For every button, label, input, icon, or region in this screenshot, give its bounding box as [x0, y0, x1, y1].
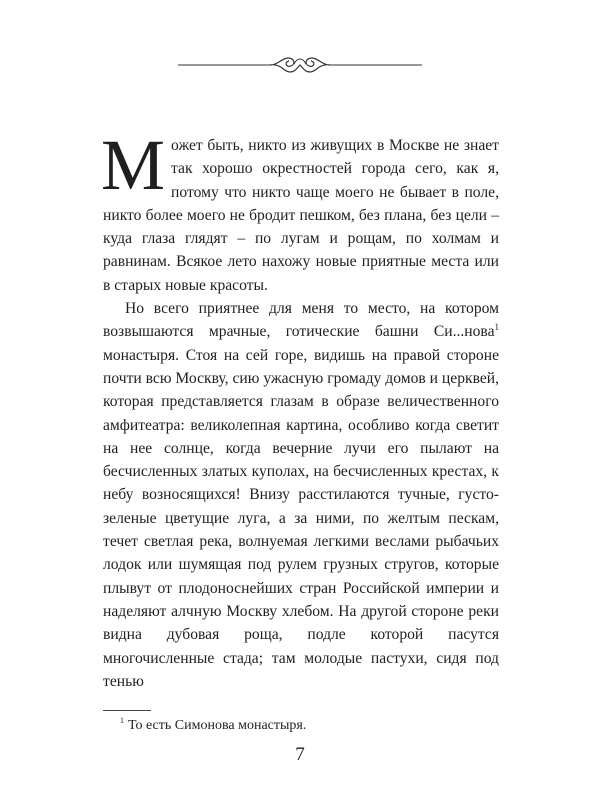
footnote-marker: 1	[120, 716, 124, 726]
paragraph-1	[101, 125, 499, 297]
footnote-text: То есть Симонова монастыря.	[128, 718, 307, 733]
paragraph-1-text: ожет быть, никто из живущих в Москве не знает так хорошо окрестностей города сего, как я, потому что никто чаще моего не бывает в поле, никто более моего не бродит пешком, без плана, без цели – куда глаза глядят – по лугам и рощам, по холмам и равнинам. Всякое лето нахожу новые приятные места или в старых новые красоты.	[103, 137, 499, 294]
flourish-ornament-icon	[178, 50, 422, 80]
paragraph-2	[103, 297, 499, 693]
body-text	[101, 125, 499, 693]
paragraph-2-text-start: Но всего приятнее для меня то место, на котором возвышаются мрачные, готические башни Си...нова	[103, 300, 499, 341]
footnote-divider	[103, 710, 151, 711]
drop-cap: М	[101, 125, 166, 205]
footnote	[120, 717, 306, 735]
footnote-reference: 1	[494, 322, 499, 333]
page-number: 7	[295, 744, 305, 765]
paragraph-2-text-end: монастыря. Стоя на сей горе, видишь на правой стороне почти всю Москву, сию ужасную громаду домов и церквей, которая представляется глазам в образе величественного амфитеатра: великолепная картина, особливо когда светит на нее солнце, когда вечерние лучи его пылают на бесчисленных златых куполах, на бесчисленных крестах, к небу возносящихся! Внизу расстилаются тучные, густо-зеленые цветущие луга, а за ними, по желтым пескам, течет светлая река, волнуемая легкими веслами рыбачьих лодок или шумящая под рулем грузных стругов, которые плывут от плодоноснейших стран Российской империи и наделяют алчную Москву хлебом. На другой стороне реки видна дубовая роща, подле которой пасутся многочисленные стада; там молодые пастухи, сидя под тенью	[103, 346, 499, 690]
